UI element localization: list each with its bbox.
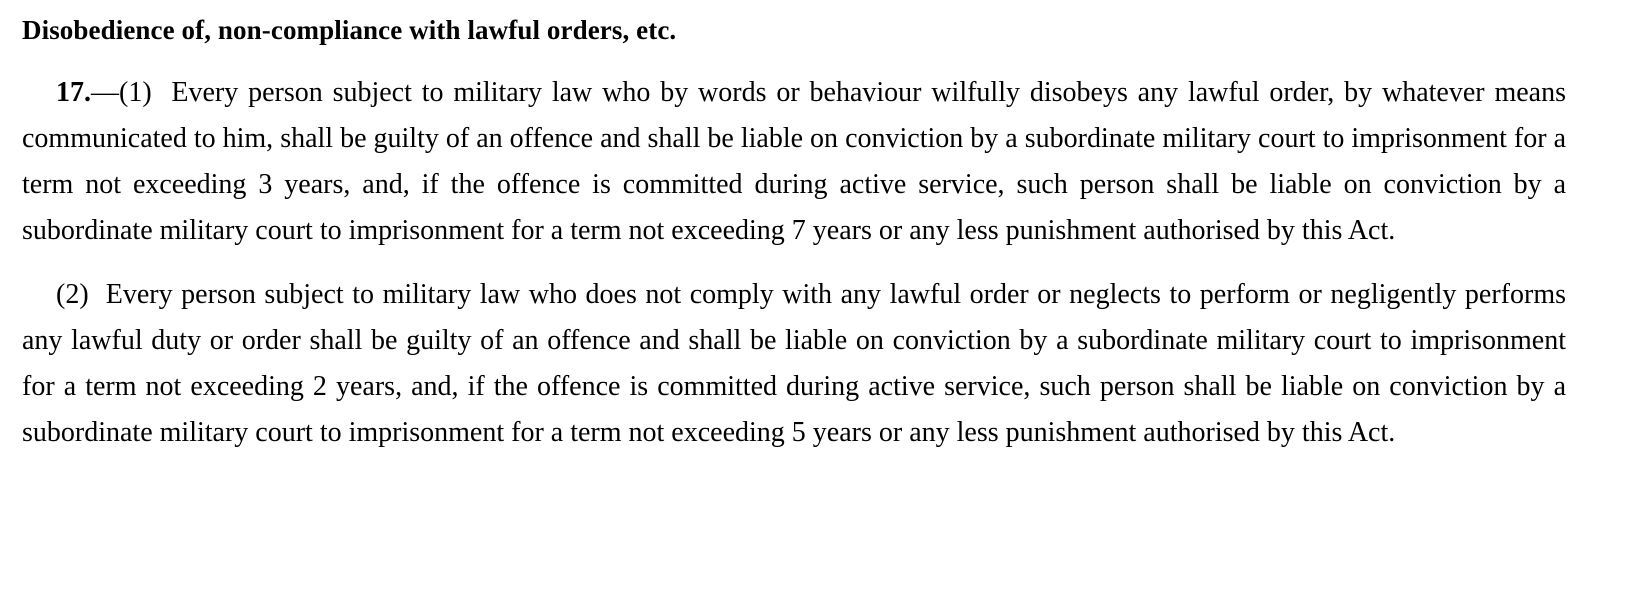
- section-number: 17.: [56, 76, 91, 108]
- section-dash: —: [91, 76, 119, 108]
- subsection-text-1: Every person subject to military law who by words or behaviour wilfully disobeys any lawful order, by whatever means communicated to him, shall be guilty of an offence and shall be liable on conviction by a subordinate military court to imprisonment for a term not exceeding 3 years, and, if the offence is committed during active service, such person shall be liable on conviction by a subordinate military court to imprisonment for a term not exceeding 7 years or any less punishment authorised by this Act.: [22, 76, 1566, 246]
- subsection-text-2: Every person subject to military law who does not comply with any lawful order or neglects to perform or negligently performs any lawful duty or order shall be guilty of an offence and shall be liable on conviction by a subordinate military court to imprisonment for a term not exceeding 2 years, and, if the offence is committed during active service, such person shall be liable on conviction by a subordinate military court to imprisonment for a term not exceeding 5 years or any less punishment authorised by this Act.: [22, 278, 1566, 448]
- section-heading: Disobedience of, non-compliance with lawful orders, etc.: [22, 15, 677, 45]
- subsection-label-2: (2): [56, 278, 89, 310]
- paragraph-subsection-1: [22, 70, 1566, 254]
- subsection-label-1: (1): [119, 76, 152, 108]
- paragraph-subsection-2: [22, 272, 1566, 456]
